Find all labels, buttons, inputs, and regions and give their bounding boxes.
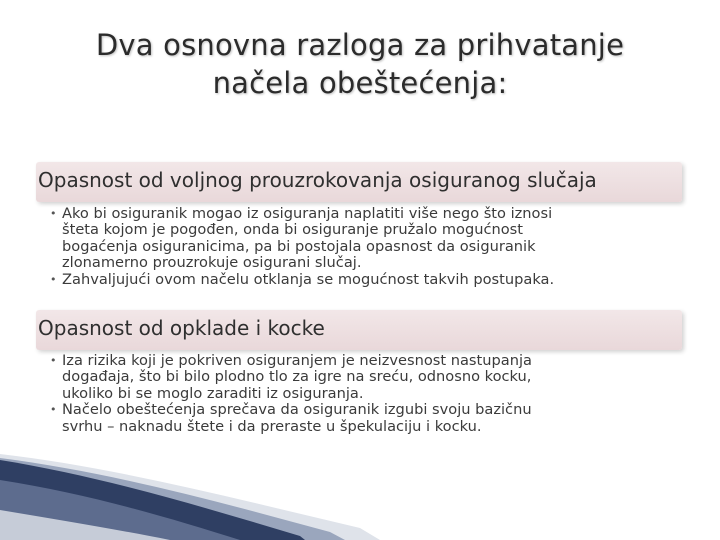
slide-title: [40, 26, 680, 102]
section-heading-2: Opasnost od opklade i kocke: [36, 310, 682, 350]
bullet-dot-icon: •: [50, 207, 57, 220]
bullet-line: ukoliko bi se moglo zaraditi iz osiguranja.: [62, 384, 364, 402]
section-heading-1: Opasnost od voljnog prouzrokovanja osiguranog slučaja: [36, 162, 682, 202]
bullet-dot-icon: •: [50, 272, 57, 286]
bullet-list-2: [50, 353, 680, 435]
bullet-line: Iza rizika koji je pokriven osiguranjem je neizvesnost nastupanja: [62, 352, 532, 369]
bullet-dot-icon: •: [50, 354, 57, 367]
bullet-item: [50, 353, 680, 402]
bullet-dot-icon: •: [50, 403, 57, 417]
bullet-item: [50, 402, 680, 435]
bullet-line: događaja, što bi bilo plodno tlo za igre na sreću, odnosno kocku,: [62, 368, 532, 386]
bullet-line: bogaćenja osiguranicima, pa bi postojala opasnost da osiguranik: [62, 237, 536, 255]
bullet-list-1: [50, 206, 680, 288]
bullet-line: zlonamerno prouzrokuje osigurani slučaj.: [62, 254, 362, 272]
title-line-2: načela obeštećenja:: [212, 66, 508, 100]
title-line-1: Dva osnovna razloga za prihvatanje: [95, 28, 625, 62]
bullet-line: šteta kojom je pogođen, onda bi osiguranje pružalo mogućnost: [62, 221, 523, 239]
bullet-item: [50, 206, 680, 272]
bullet-line: Načelo obeštećenja sprečava da osiguranik izgubi svoju bazičnu: [62, 401, 532, 419]
bullet-item: [50, 272, 680, 288]
decorative-corner-swoosh: [0, 450, 720, 540]
bullet-line: Ako bi osiguranik mogao iz osiguranja naplatiti više nego što iznosi: [62, 205, 553, 222]
bullet-line: Zahvaljujući ovom načelu otklanja se mogućnost takvih postupaka.: [62, 270, 555, 288]
bullet-line: svrhu – naknadu štete i da preraste u špekulaciju i kocku.: [62, 417, 482, 435]
